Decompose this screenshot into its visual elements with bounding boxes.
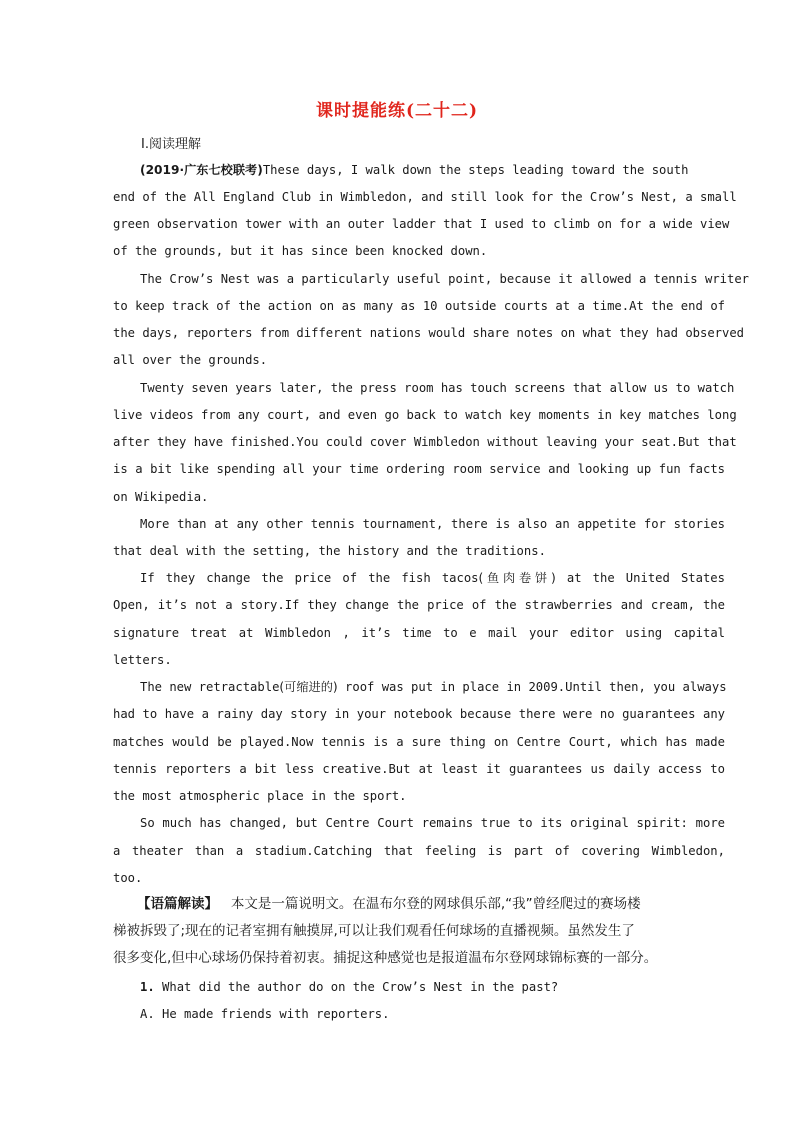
question-1-option-a: A. He made friends with reporters.	[140, 1007, 390, 1021]
passage-line: the days, reporters from different nations would share notes on what they had observed	[113, 326, 745, 340]
passage-line: Twenty seven years later, the press room has touch screens that allow us to watch	[140, 381, 735, 395]
interpretation-line: 【语篇解读】 本文是一篇说明文。在温布尔登的网球俱乐部,“我”曾经爬过的赛场楼	[137, 896, 641, 912]
passage-line: is a bit like spending all your time ordering room service and looking up fun facts	[113, 462, 725, 476]
passage-line: end of the All England Club in Wimbledon, and still look for the Crow’s Nest, a small	[113, 190, 737, 204]
gloss: (鱼肉卷饼)	[478, 571, 556, 585]
passage-line: If they change the price of the fish tacos(鱼肉卷饼) at the United States	[140, 571, 725, 585]
passage-line: to keep track of the action on as many as 10 outside courts at a time.At the end of	[113, 299, 725, 313]
question-number: 1.	[140, 980, 155, 994]
passage-line: signature treat at Wimbledon , it’s time to e mail your editor using capital	[113, 626, 725, 640]
passage-line: letters.	[113, 653, 172, 667]
passage-line: too.	[113, 871, 143, 885]
passage-line: live videos from any court, and even go back to watch key moments in key matches long	[113, 408, 737, 422]
interpretation-label: 【语篇解读】	[137, 896, 218, 912]
passage-line: Open, it’s not a story.If they change the price of the strawberries and cream, the	[113, 598, 725, 612]
passage-line: on Wikipedia.	[113, 490, 209, 504]
passage-line: green observation tower with an outer ladder that I used to climb on for a wide view	[113, 217, 730, 231]
interpretation-line: 梯被拆毁了;现在的记者室拥有触摸屏,可以让我们观看任何球场的直播视频。虽然发生了	[113, 923, 635, 939]
passage-line: after they have finished.You could cover Wimbledon without leaving your seat.But that	[113, 435, 737, 449]
passage-line: that deal with the setting, the history and the traditions.	[113, 544, 546, 558]
question-1: 1. What did the author do on the Crow’s Nest in the past?	[140, 980, 559, 994]
page-title: 课时提能练(二十二)	[315, 101, 479, 121]
passage-line: (2019·广东七校联考)These days, I walk down the steps leading toward the south	[140, 163, 689, 177]
passage-line: had to have a rainy day story in your notebook because there were no guarantees any	[113, 707, 725, 721]
interpretation-line: 很多变化,但中心球场仍保持着初衷。捕捉这种感觉也是报道温布尔登网球锦标赛的一部分。	[113, 950, 658, 966]
section-heading: Ⅰ.阅读理解	[141, 137, 201, 152]
passage-line: all over the grounds.	[113, 353, 268, 367]
passage-line: matches would be played.Now tennis is a sure thing on Centre Court, which has made	[113, 735, 725, 749]
passage-line: More than at any other tennis tournament, there is also an appetite for stories	[140, 517, 725, 531]
gloss: (可缩进的)	[279, 680, 338, 694]
passage-line: The new retractable(可缩进的) roof was put in place in 2009.Until then, you always	[140, 680, 727, 694]
passage-line: a theater than a stadium.Catching that feeling is part of covering Wimbledon,	[113, 844, 725, 858]
passage-line: So much has changed, but Centre Court remains true to its original spirit: more	[140, 816, 725, 830]
passage-line: the most atmospheric place in the sport.	[113, 789, 407, 803]
passage-line: of the grounds, but it has since been knocked down.	[113, 244, 488, 258]
passage-line: tennis reporters a bit less creative.But at least it guarantees us daily access to	[113, 762, 725, 776]
source-label: (2019·广东七校联考)	[140, 163, 263, 177]
passage-line: The Crow’s Nest was a particularly useful point, because it allowed a tennis writer	[140, 272, 750, 286]
